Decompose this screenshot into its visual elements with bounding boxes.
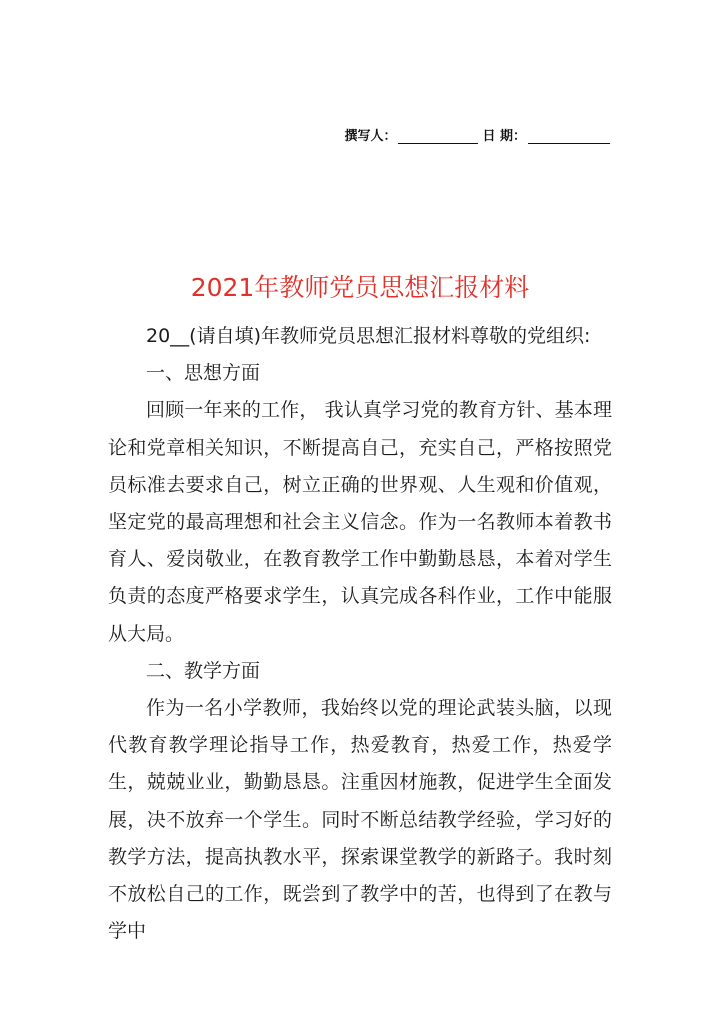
document-title: 2021年教师党员思想汇报材料 [190,273,530,302]
section-heading-teaching: 二、教学方面 [146,659,261,682]
body-paragraph: 作为一名小学教师，我始终以党的理论武装头脑，以现代教育教学理论指导工作，热爱教育，热爱工作，热爱学生，兢兢业业，勤勤恳恳。注重因材施教，促进学生全面发展，决不放弃一个学生。同时不断总结教学经验，学习好的教学方法，提高执教水平，探索课堂教学的新路子。我时刻不放松自己的工作，既尝到了教学中的苦，也得到了在教与学中 [108,697,612,943]
author-label: 撰写人： [344,129,397,144]
section-heading-thought: 一、思想方面 [146,362,261,385]
body-paragraph: 回顾一年来的工作， 我认真学习党的教育方针、基本理论和党章相关知识，不断提高自己，充实自己，严格按照党员标准去要求自己，树立正确的世界观、人生观和价值观，坚定党的最高理想和社会主义信念。作为一名教师本着教书育人、爱岗敬业，在教育教学工作中勤勤恳恳，本着对学生负责的态度严格要求学生，认真完成各科作业，工作中能服从大局。 [108,399,612,645]
date-blank [528,129,610,144]
document-body [108,318,612,950]
author-blank [398,129,478,144]
salutation-paragraph: 20__(请自填)年教师党员思想汇报材料尊敬的党组织: [146,325,591,347]
author-date-line [344,125,612,144]
date-label: 日 期： [482,129,526,144]
